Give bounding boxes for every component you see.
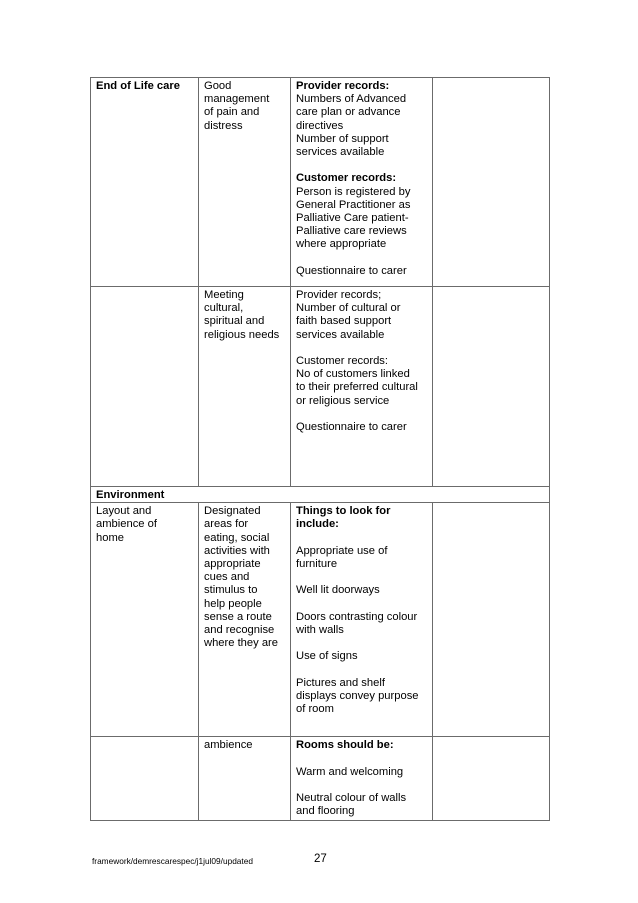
table-row <box>91 287 550 487</box>
cell-heading: Things to look for include: <box>296 505 391 531</box>
cell-text: Appropriate use of furniture <box>296 544 388 570</box>
criteria-table <box>90 77 550 821</box>
cell-text: Person is registered by General Practitioner as Palliative Care patient- Palliative care reviews where appropriate <box>296 185 411 251</box>
evidence-cell <box>291 287 433 487</box>
criteria-cell <box>91 737 199 821</box>
cell-text: Pictures and shelf displays convey purpose of room <box>296 676 419 716</box>
section-heading-cell <box>91 487 550 503</box>
cell-text: Provider records; Number of cultural or faith based support services available <box>296 289 401 341</box>
notes-cell <box>433 287 550 487</box>
cell-text: Good management of pain and distress <box>204 80 270 132</box>
cell-text: Layout and ambience of home <box>96 505 157 544</box>
evidence-cell <box>291 737 433 821</box>
cell-heading: End of Life care <box>96 80 180 92</box>
notes-cell <box>433 737 550 821</box>
table-row <box>91 78 550 287</box>
criteria-cell <box>91 287 199 487</box>
criteria-cell <box>91 503 199 737</box>
standard-cell <box>199 737 291 821</box>
cell-text: Doors contrasting colour with walls <box>296 610 418 636</box>
cell-text: Designated areas for eating, social activities with appropriate cues and stimulus to help people sense a route and recognise where they are <box>204 505 279 650</box>
cell-text: Neutral colour of walls and flooring <box>296 791 407 818</box>
table-row <box>91 503 550 737</box>
notes-cell <box>433 78 550 287</box>
cell-text: Warm and welcoming <box>296 765 404 778</box>
standard-cell <box>199 78 291 287</box>
cell-text: Questionnaire to carer <box>296 421 407 433</box>
cell-heading: Customer records: <box>296 172 397 185</box>
section-row <box>91 487 550 503</box>
footer-document-path: framework/demrescarespec/j1jul09/updated <box>92 856 253 866</box>
page-number: 27 <box>314 853 327 865</box>
cell-text: ambience <box>204 739 253 752</box>
cell-text: Customer records: No of customers linked to their preferred cultural or religious service <box>296 355 418 407</box>
standard-cell <box>199 503 291 737</box>
evidence-cell <box>291 78 433 287</box>
cell-text: Meeting cultural, spiritual and religious needs <box>204 289 280 341</box>
standard-cell <box>199 287 291 487</box>
criteria-cell <box>91 78 199 287</box>
cell-heading: Environment <box>96 489 165 501</box>
cell-heading: Rooms should be: <box>296 739 394 752</box>
notes-cell <box>433 503 550 737</box>
cell-heading: Provider records: <box>296 80 390 92</box>
cell-text: Use of signs <box>296 650 358 663</box>
cell-text: Questionnaire to carer <box>296 264 407 277</box>
cell-text: Well lit doorways <box>296 584 380 597</box>
cell-text: Numbers of Advanced care plan or advance directives Number of support services available <box>296 93 407 159</box>
table-row <box>91 737 550 821</box>
evidence-cell <box>291 503 433 737</box>
